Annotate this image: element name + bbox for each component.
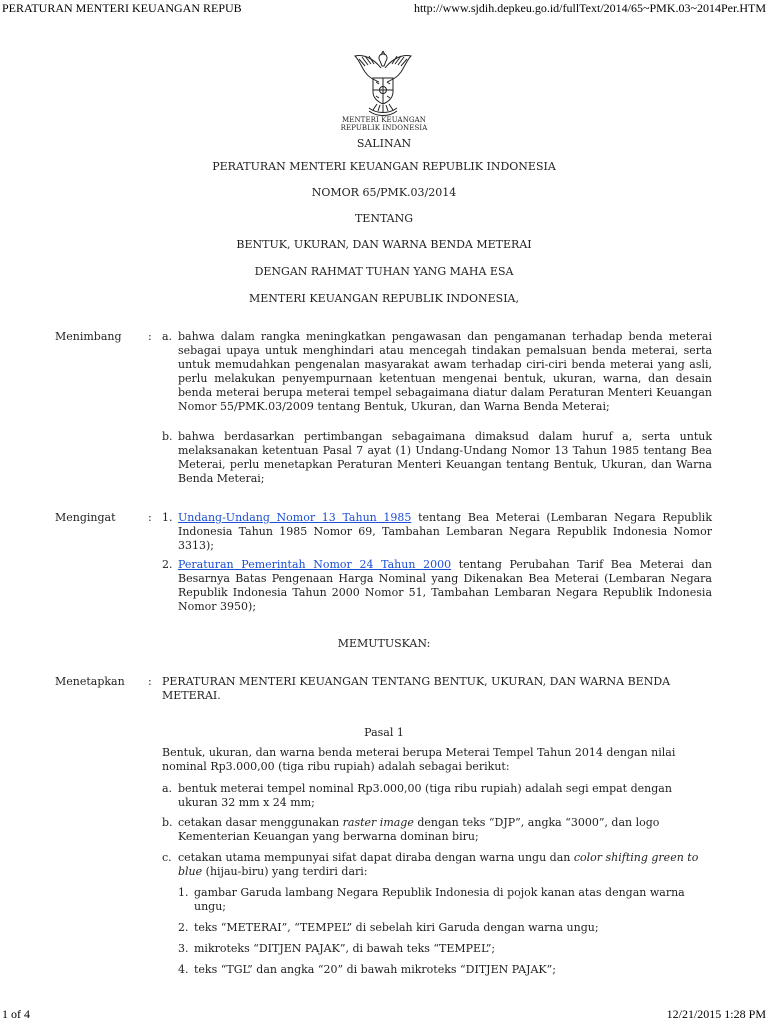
- pasal-1-c-marker: c.: [162, 851, 172, 864]
- uu-13-1985-link[interactable]: Undang-Undang Nomor 13 Tahun 1985: [178, 511, 412, 524]
- pasal-1-a-marker: a.: [162, 782, 173, 795]
- emblem-caption-line2: REPUBLIK INDONESIA: [340, 124, 428, 132]
- mengingat-2-marker: 2.: [162, 558, 173, 571]
- pasal-1-c-item: [178, 851, 718, 879]
- rahmat-line: DENGAN RAHMAT TUHAN YANG MAHA ESA: [254, 265, 514, 278]
- regulation-subject: BENTUK, UKURAN, DAN WARNA BENDA METERAI: [236, 238, 532, 251]
- pasal-1-c-post: (hijau-biru) yang terdiri dari:: [202, 865, 368, 878]
- sub-2-marker: 2.: [178, 921, 189, 934]
- mengingat-2-text: tentang Perubahan Tarif Bea Meterai dan Besarnya Batas Pengenaan Harga Nominal yang Dikenakan Bea Meterai (Lembaran Negara Republik Indonesia Tahun 2000 Nomor 51, Tambahan Lembaran Negara Republik Indonesia Nomor 3950);: [178, 558, 713, 613]
- menteri-line: MENTERI KEUANGAN REPUBLIK INDONESIA,: [248, 292, 520, 305]
- mengingat-1-marker: 1.: [162, 511, 173, 524]
- menetapkan-label: Menetapkan: [55, 675, 125, 688]
- mengingat-2-item: [178, 558, 712, 614]
- menetapkan-text: PERATURAN MENTERI KEUANGAN TENTANG BENTUK, UKURAN, DAN WARNA BENDA METERAI.: [162, 675, 671, 702]
- menetapkan-colon: :: [148, 675, 152, 688]
- pasal-1-c-em: color shifting green to blue: [178, 851, 699, 878]
- sub-1-text: gambar Garuda lambang Negara Republik Indonesia di pojok kanan atas dengan warna ungu;: [194, 886, 685, 913]
- regulation-title: PERATURAN MENTERI KEUANGAN REPUBLIK INDONESIA: [212, 160, 556, 173]
- mengingat-label: Mengingat: [55, 511, 116, 524]
- print-footer-page: 1 of 4: [2, 1007, 30, 1021]
- sub-4-text: teks “TGL” dan angka “20” di bawah mikroteks “DITJEN PAJAK”;: [194, 963, 556, 976]
- menimbang-colon: :: [148, 330, 152, 343]
- sub-2-text: teks “METERAI”, “TEMPEL” di sebelah kiri Garuda dengan warna ungu;: [194, 921, 599, 934]
- menimbang-a-marker: a.: [162, 330, 173, 343]
- menimbang-b-text: bahwa berdasarkan pertimbangan sebagaimana dimaksud dalam huruf a, serta untuk melaksanakan ketentuan Pasal 7 ayat (1) Undang-Undang Nomor 13 Tahun 1985 tentang Bea Meterai, perlu menetapkan Peraturan Menteri Keuangan tentang Bentuk, Ukuran, dan Warna Benda Meterai;: [178, 430, 712, 485]
- print-header-title: PERATURAN MENTERI KEUANGAN REPUB: [2, 1, 242, 15]
- salinan-label: SALINAN: [356, 137, 412, 150]
- pasal-1-c-pre: cetakan utama mempunyai sifat dapat diraba dengan warna ungu dan: [178, 851, 574, 864]
- memutuskan-heading: MEMUTUSKAN:: [337, 637, 431, 650]
- pasal-1-b-marker: b.: [162, 816, 173, 829]
- sub-4-marker: 4.: [178, 963, 189, 976]
- pasal-1-heading: Pasal 1: [364, 726, 404, 739]
- menimbang-label: Menimbang: [55, 330, 122, 343]
- mengingat-1-text: tentang Bea Meterai (Lembaran Negara Republik Indonesia Tahun 1985 Nomor 69, Tambahan Lembaran Negara Republik Indonesia Nomor 3313);: [178, 511, 712, 552]
- pp-24-2000-link[interactable]: Peraturan Pemerintah Nomor 24 Tahun 2000: [178, 558, 452, 571]
- regulation-number: NOMOR 65/PMK.03/2014: [311, 186, 457, 199]
- pasal-1-intro: Bentuk, ukuran, dan warna benda meterai berupa Meterai Tempel Tahun 2014 dengan nilai nominal Rp3.000,00 (tiga ribu rupiah) adalah sebagai berikut:: [162, 746, 676, 773]
- emblem-caption-line1: MENTERI KEUANGAN: [341, 116, 427, 124]
- pasal-1-b-pre: cetakan dasar menggunakan: [178, 816, 343, 829]
- mengingat-colon: :: [148, 511, 152, 524]
- print-header: [0, 0, 768, 18]
- garuda-emblem-icon: [351, 48, 415, 118]
- sub-3-marker: 3.: [178, 942, 189, 955]
- print-footer: [0, 1006, 768, 1024]
- print-header-url: http://www.sjdih.depkeu.go.id/fullText/2014/65~PMK.03~2014Per.HTM: [413, 1, 766, 15]
- print-footer-datetime: 12/21/2015 1:28 PM: [666, 1007, 766, 1021]
- menimbang-a-text: bahwa dalam rangka meningkatkan pengawasan dan pengamanan terhadap benda meterai sebagai upaya untuk menghindari atau mencegah tindakan pemalsuan benda meterai, serta untuk memudahkan pengenalan masyarakat awam terhadap ciri-ciri benda meterai yang asli, perlu melakukan penyempurnaan ketentuan mengenai bentuk, ukuran, warna, dan desain benda meterai berupa meterai tempel sebagaimana diatur dalam Peraturan Menteri Keuangan Nomor 55/PMK.03/2009 tentang Bentuk, Ukuran, dan Warna Benda Meterai;: [178, 330, 712, 413]
- mengingat-1-item: [178, 511, 712, 553]
- sub-3-text: mikroteks “DITJEN PAJAK”, di bawah teks “TEMPEL”;: [194, 942, 496, 955]
- pasal-1-b-item: [178, 816, 728, 844]
- pasal-1-a-text: bentuk meterai tempel nominal Rp3.000,00 (tiga ribu rupiah) adalah segi empat dengan ukuran 32 mm x 24 mm;: [178, 782, 672, 809]
- pasal-1-b-em: raster image: [342, 816, 414, 829]
- menimbang-b-marker: b.: [162, 430, 173, 443]
- sub-1-marker: 1.: [178, 886, 189, 899]
- pasal-1-b-post: dengan teks “DJP”, angka “3000”, dan logo Kementerian Keuangan yang berwarna dominan biru;: [178, 816, 660, 843]
- tentang-label: TENTANG: [354, 212, 414, 225]
